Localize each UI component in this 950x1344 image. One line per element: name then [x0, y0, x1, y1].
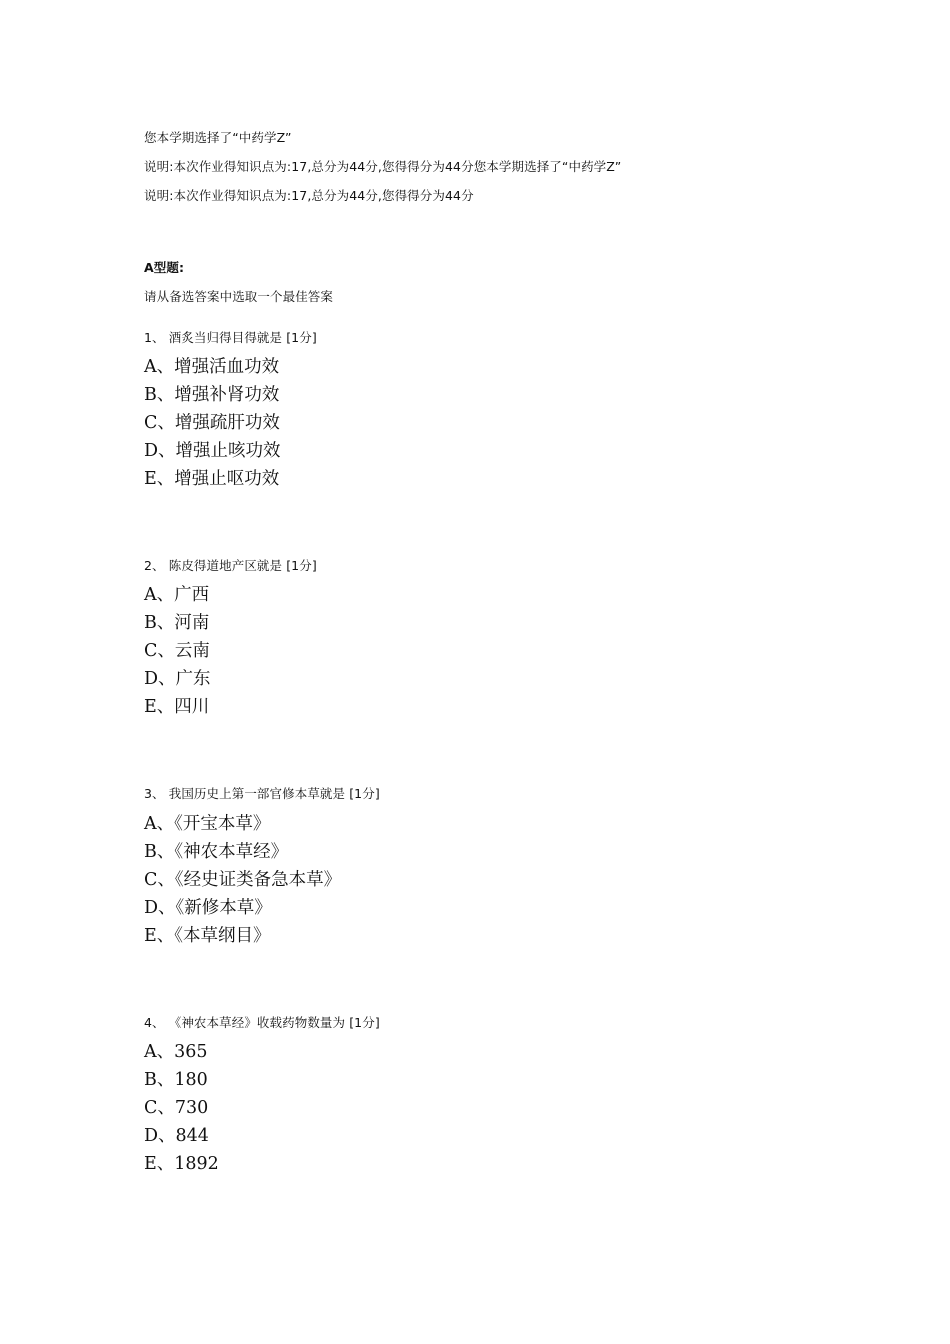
- answer-option: B、增强补肾功效: [144, 385, 280, 405]
- answer-option: D、844: [144, 1126, 209, 1146]
- answer-option: E、四川: [144, 697, 210, 717]
- answer-option: C、《经史证类备急本草》: [144, 870, 342, 890]
- section-title: A型题:: [144, 260, 185, 275]
- semester-selection-text: 您本学期选择了“中药学Z”: [144, 130, 292, 145]
- answer-option: E、增强止呕功效: [144, 469, 280, 489]
- assignment-summary-text: 说明:本次作业得知识点为:17,总分为44分,您得得分为44分您本学期选择了“中药学Z”: [144, 159, 622, 174]
- answer-option: D、《新修本草》: [144, 898, 272, 918]
- answer-option: B、《神农本草经》: [144, 842, 289, 862]
- assignment-summary-text-2: 说明:本次作业得知识点为:17,总分为44分,您得得分为44分: [144, 188, 474, 203]
- answer-option: A、365: [144, 1042, 208, 1062]
- answer-option: A、广西: [144, 585, 210, 605]
- answer-option: C、云南: [144, 641, 210, 661]
- question-text: 1、 酒炙当归得目得就是 [1分]: [144, 330, 317, 345]
- question-text: 4、 《神农本草经》收载药物数量为 [1分]: [144, 1015, 380, 1030]
- section-instruction: 请从备选答案中选取一个最佳答案: [144, 289, 334, 304]
- answer-option: A、《开宝本草》: [144, 814, 271, 834]
- answer-option: B、河南: [144, 613, 210, 633]
- answer-option: B、180: [144, 1070, 208, 1090]
- answer-option: E、《本草纲目》: [144, 926, 271, 946]
- answer-option: C、730: [144, 1098, 209, 1118]
- question-text: 3、 我国历史上第一部官修本草就是 [1分]: [144, 786, 380, 801]
- answer-option: D、增强止咳功效: [144, 441, 281, 461]
- answer-option: D、广东: [144, 669, 211, 689]
- answer-option: C、增强疏肝功效: [144, 413, 280, 433]
- answer-option: E、1892: [144, 1154, 219, 1174]
- question-text: 2、 陈皮得道地产区就是 [1分]: [144, 558, 317, 573]
- answer-option: A、增强活血功效: [144, 357, 280, 377]
